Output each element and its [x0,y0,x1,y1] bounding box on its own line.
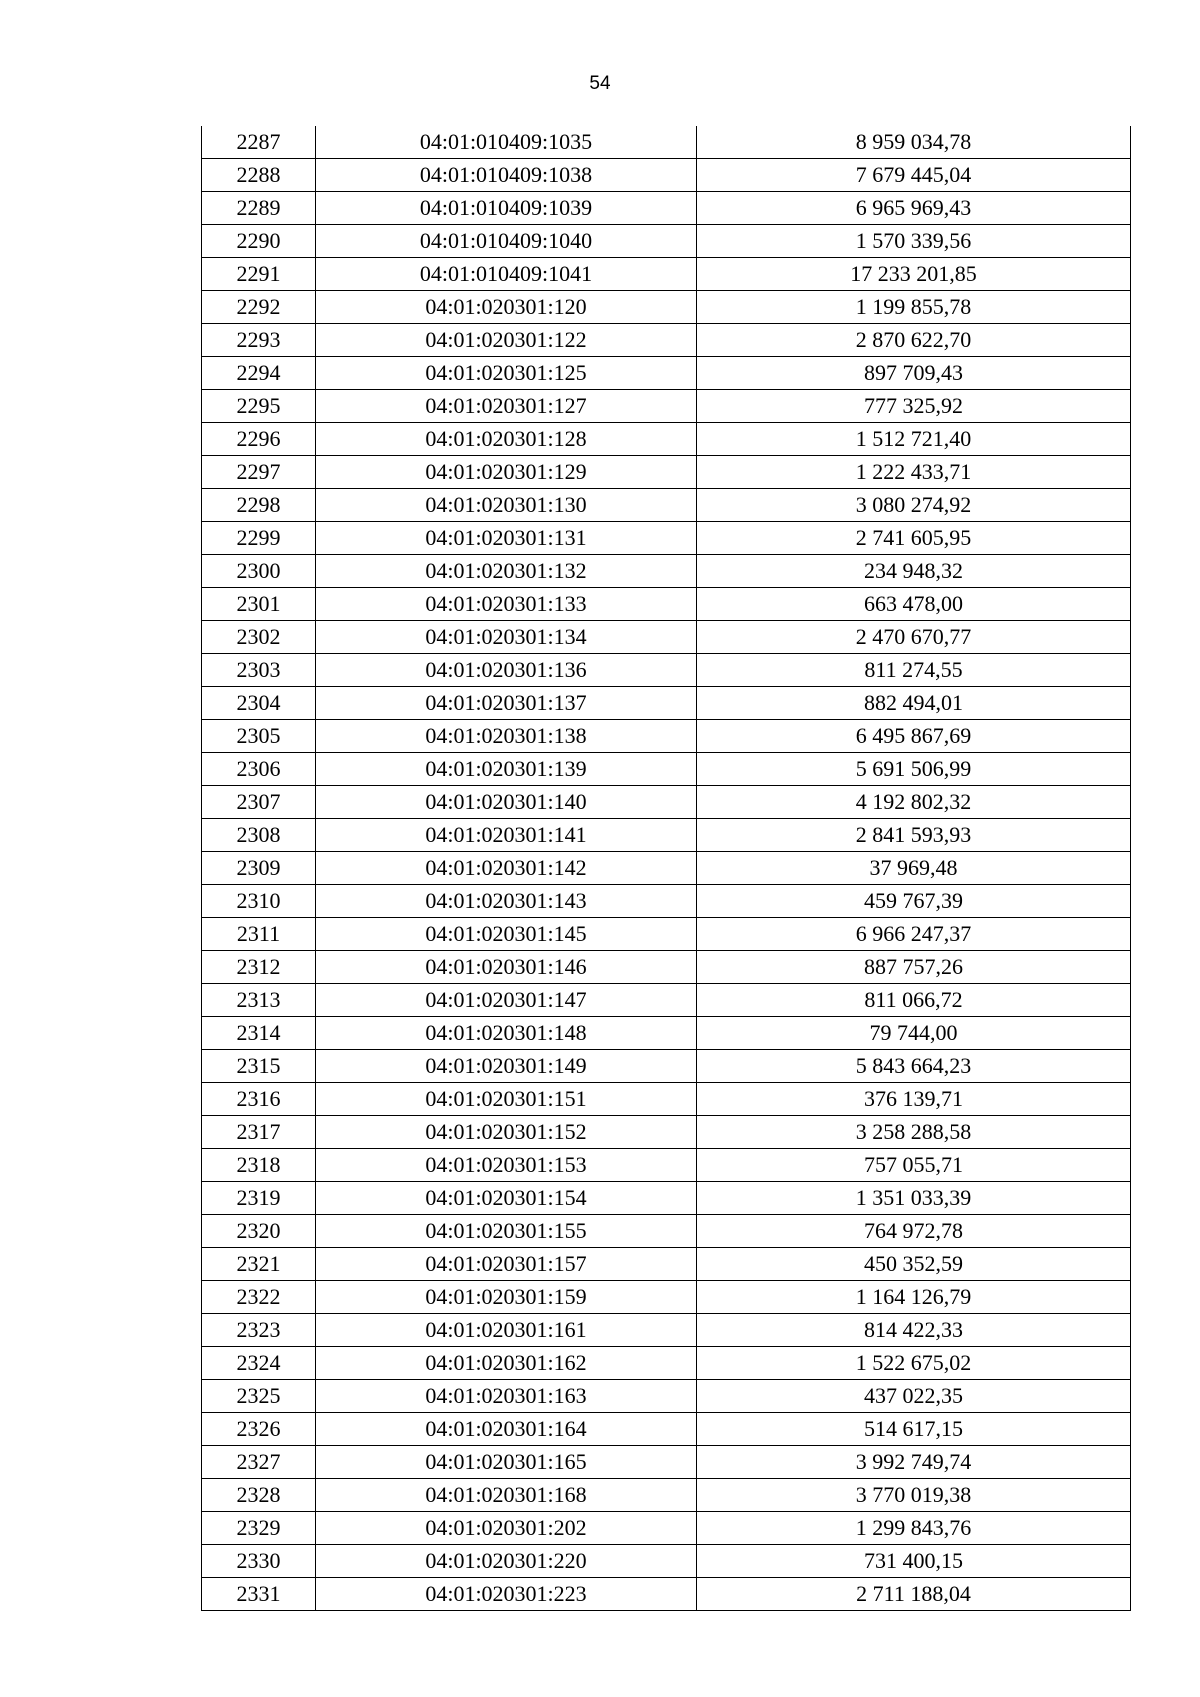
row-number-cell: 2314 [202,1017,316,1050]
table-row [202,456,1131,489]
row-number-cell: 2294 [202,357,316,390]
cadastral-value-cell: 811 274,55 [697,654,1131,687]
table-row [202,291,1131,324]
table-row [202,1248,1131,1281]
cadastral-value-cell: 6 495 867,69 [697,720,1131,753]
cadastral-value-cell: 777 325,92 [697,390,1131,423]
cadastral-value-cell: 3 992 749,74 [697,1446,1131,1479]
row-number-cell: 2319 [202,1182,316,1215]
row-number-cell: 2311 [202,918,316,951]
table-row [202,1149,1131,1182]
table-row [202,852,1131,885]
row-number-cell: 2304 [202,687,316,720]
table-row [202,654,1131,687]
cadastral-value-cell: 663 478,00 [697,588,1131,621]
cadastral-number-cell: 04:01:020301:157 [316,1248,697,1281]
row-number-cell: 2291 [202,258,316,291]
row-number-cell: 2316 [202,1083,316,1116]
row-number-cell: 2303 [202,654,316,687]
table-row [202,1281,1131,1314]
cadastral-value-cell: 450 352,59 [697,1248,1131,1281]
cadastral-number-cell: 04:01:020301:129 [316,456,697,489]
cadastral-value-cell: 2 841 593,93 [697,819,1131,852]
row-number-cell: 2325 [202,1380,316,1413]
cadastral-value-cell: 757 055,71 [697,1149,1131,1182]
cadastral-value-cell: 764 972,78 [697,1215,1131,1248]
table-row [202,1215,1131,1248]
cadastral-number-cell: 04:01:020301:220 [316,1545,697,1578]
row-number-cell: 2306 [202,753,316,786]
cadastral-number-cell: 04:01:020301:127 [316,390,697,423]
cadastral-number-cell: 04:01:020301:168 [316,1479,697,1512]
cadastral-number-cell: 04:01:020301:138 [316,720,697,753]
table-row [202,489,1131,522]
row-number-cell: 2293 [202,324,316,357]
row-number-cell: 2321 [202,1248,316,1281]
cadastral-value-cell: 514 617,15 [697,1413,1131,1446]
cadastral-number-cell: 04:01:020301:131 [316,522,697,555]
cadastral-number-cell: 04:01:020301:136 [316,654,697,687]
row-number-cell: 2290 [202,225,316,258]
row-number-cell: 2324 [202,1347,316,1380]
cadastral-number-cell: 04:01:020301:163 [316,1380,697,1413]
cadastral-value-cell: 811 066,72 [697,984,1131,1017]
table-row [202,918,1131,951]
row-number-cell: 2299 [202,522,316,555]
cadastral-number-cell: 04:01:020301:120 [316,291,697,324]
cadastral-value-cell: 1 199 855,78 [697,291,1131,324]
cadastral-number-cell: 04:01:020301:155 [316,1215,697,1248]
cadastral-number-cell: 04:01:010409:1039 [316,192,697,225]
cadastral-number-cell: 04:01:020301:142 [316,852,697,885]
cadastral-value-cell: 5 691 506,99 [697,753,1131,786]
table-row [202,258,1131,291]
cadastral-value-cell: 887 757,26 [697,951,1131,984]
cadastral-value-cell: 3 080 274,92 [697,489,1131,522]
cadastral-number-cell: 04:01:020301:133 [316,588,697,621]
cadastral-value-cell: 4 192 802,32 [697,786,1131,819]
row-number-cell: 2307 [202,786,316,819]
cadastral-value-table [201,126,1131,1611]
cadastral-value-cell: 2 711 188,04 [697,1578,1131,1611]
cadastral-value-cell: 731 400,15 [697,1545,1131,1578]
cadastral-value-cell: 1 570 339,56 [697,225,1131,258]
table-body [202,126,1131,1611]
table-row [202,522,1131,555]
cadastral-number-cell: 04:01:020301:165 [316,1446,697,1479]
cadastral-value-cell: 37 969,48 [697,852,1131,885]
cadastral-value-cell: 3 258 288,58 [697,1116,1131,1149]
cadastral-number-cell: 04:01:020301:140 [316,786,697,819]
cadastral-value-cell: 5 843 664,23 [697,1050,1131,1083]
table-row [202,192,1131,225]
cadastral-value-cell: 1 299 843,76 [697,1512,1131,1545]
cadastral-value-cell: 1 222 433,71 [697,456,1131,489]
row-number-cell: 2309 [202,852,316,885]
cadastral-number-cell: 04:01:020301:159 [316,1281,697,1314]
table-row [202,984,1131,1017]
table-row [202,1050,1131,1083]
cadastral-value-cell: 897 709,43 [697,357,1131,390]
row-number-cell: 2312 [202,951,316,984]
table-row [202,1017,1131,1050]
row-number-cell: 2308 [202,819,316,852]
table-row [202,885,1131,918]
table-row [202,819,1131,852]
cadastral-value-cell: 814 422,33 [697,1314,1131,1347]
cadastral-number-cell: 04:01:020301:146 [316,951,697,984]
table-row [202,1182,1131,1215]
row-number-cell: 2330 [202,1545,316,1578]
table-row [202,786,1131,819]
cadastral-number-cell: 04:01:020301:125 [316,357,697,390]
row-number-cell: 2296 [202,423,316,456]
cadastral-number-cell: 04:01:020301:128 [316,423,697,456]
row-number-cell: 2320 [202,1215,316,1248]
cadastral-value-cell: 1 351 033,39 [697,1182,1131,1215]
cadastral-value-cell: 7 679 445,04 [697,159,1131,192]
cadastral-number-cell: 04:01:020301:153 [316,1149,697,1182]
row-number-cell: 2289 [202,192,316,225]
row-number-cell: 2318 [202,1149,316,1182]
row-number-cell: 2331 [202,1578,316,1611]
row-number-cell: 2322 [202,1281,316,1314]
row-number-cell: 2305 [202,720,316,753]
table-row [202,588,1131,621]
table-row [202,324,1131,357]
table-row [202,1413,1131,1446]
row-number-cell: 2326 [202,1413,316,1446]
cadastral-number-cell: 04:01:010409:1041 [316,258,697,291]
cadastral-number-cell: 04:01:020301:130 [316,489,697,522]
cadastral-number-cell: 04:01:020301:162 [316,1347,697,1380]
cadastral-value-cell: 17 233 201,85 [697,258,1131,291]
cadastral-number-cell: 04:01:020301:134 [316,621,697,654]
row-number-cell: 2298 [202,489,316,522]
cadastral-value-cell: 882 494,01 [697,687,1131,720]
table-row [202,1347,1131,1380]
cadastral-value-cell: 6 966 247,37 [697,918,1131,951]
cadastral-number-cell: 04:01:010409:1038 [316,159,697,192]
row-number-cell: 2300 [202,555,316,588]
cadastral-value-cell: 1 512 721,40 [697,423,1131,456]
cadastral-number-cell: 04:01:020301:164 [316,1413,697,1446]
cadastral-value-cell: 3 770 019,38 [697,1479,1131,1512]
cadastral-value-cell: 234 948,32 [697,555,1131,588]
table-row [202,555,1131,588]
table-row [202,1116,1131,1149]
cadastral-number-cell: 04:01:020301:141 [316,819,697,852]
table-row [202,1083,1131,1116]
table-row [202,1545,1131,1578]
cadastral-value-cell: 2 870 622,70 [697,324,1131,357]
table-row [202,1479,1131,1512]
cadastral-value-cell: 2 741 605,95 [697,522,1131,555]
row-number-cell: 2301 [202,588,316,621]
cadastral-value-cell: 459 767,39 [697,885,1131,918]
row-number-cell: 2302 [202,621,316,654]
table-row [202,1314,1131,1347]
table-row [202,687,1131,720]
cadastral-value-cell: 1 522 675,02 [697,1347,1131,1380]
cadastral-value-cell: 8 959 034,78 [697,126,1131,159]
cadastral-number-cell: 04:01:020301:152 [316,1116,697,1149]
cadastral-number-cell: 04:01:010409:1035 [316,126,697,159]
cadastral-number-cell: 04:01:020301:132 [316,555,697,588]
table-row [202,621,1131,654]
row-number-cell: 2292 [202,291,316,324]
row-number-cell: 2297 [202,456,316,489]
table-row [202,423,1131,456]
table-row [202,720,1131,753]
table-row [202,159,1131,192]
cadastral-number-cell: 04:01:020301:147 [316,984,697,1017]
cadastral-number-cell: 04:01:020301:137 [316,687,697,720]
cadastral-number-cell: 04:01:020301:143 [316,885,697,918]
table-row [202,1446,1131,1479]
cadastral-number-cell: 04:01:010409:1040 [316,225,697,258]
cadastral-number-cell: 04:01:020301:149 [316,1050,697,1083]
cadastral-number-cell: 04:01:020301:148 [316,1017,697,1050]
row-number-cell: 2323 [202,1314,316,1347]
table-row [202,951,1131,984]
cadastral-number-cell: 04:01:020301:223 [316,1578,697,1611]
cadastral-number-cell: 04:01:020301:202 [316,1512,697,1545]
row-number-cell: 2327 [202,1446,316,1479]
row-number-cell: 2287 [202,126,316,159]
table-row [202,753,1131,786]
table-row [202,1512,1131,1545]
row-number-cell: 2313 [202,984,316,1017]
table-row [202,1578,1131,1611]
page-number: 54 [589,73,611,94]
cadastral-number-cell: 04:01:020301:139 [316,753,697,786]
row-number-cell: 2317 [202,1116,316,1149]
cadastral-number-cell: 04:01:020301:122 [316,324,697,357]
row-number-cell: 2288 [202,159,316,192]
table-row [202,357,1131,390]
table-row [202,126,1131,159]
cadastral-number-cell: 04:01:020301:151 [316,1083,697,1116]
table-row [202,1380,1131,1413]
cadastral-value-cell: 6 965 969,43 [697,192,1131,225]
cadastral-value-cell: 2 470 670,77 [697,621,1131,654]
cadastral-value-cell: 437 022,35 [697,1380,1131,1413]
cadastral-value-cell: 79 744,00 [697,1017,1131,1050]
cadastral-number-cell: 04:01:020301:154 [316,1182,697,1215]
row-number-cell: 2295 [202,390,316,423]
table-row [202,390,1131,423]
cadastral-value-cell: 376 139,71 [697,1083,1131,1116]
row-number-cell: 2329 [202,1512,316,1545]
cadastral-number-cell: 04:01:020301:161 [316,1314,697,1347]
row-number-cell: 2328 [202,1479,316,1512]
cadastral-value-cell: 1 164 126,79 [697,1281,1131,1314]
row-number-cell: 2310 [202,885,316,918]
table-row [202,225,1131,258]
row-number-cell: 2315 [202,1050,316,1083]
cadastral-number-cell: 04:01:020301:145 [316,918,697,951]
